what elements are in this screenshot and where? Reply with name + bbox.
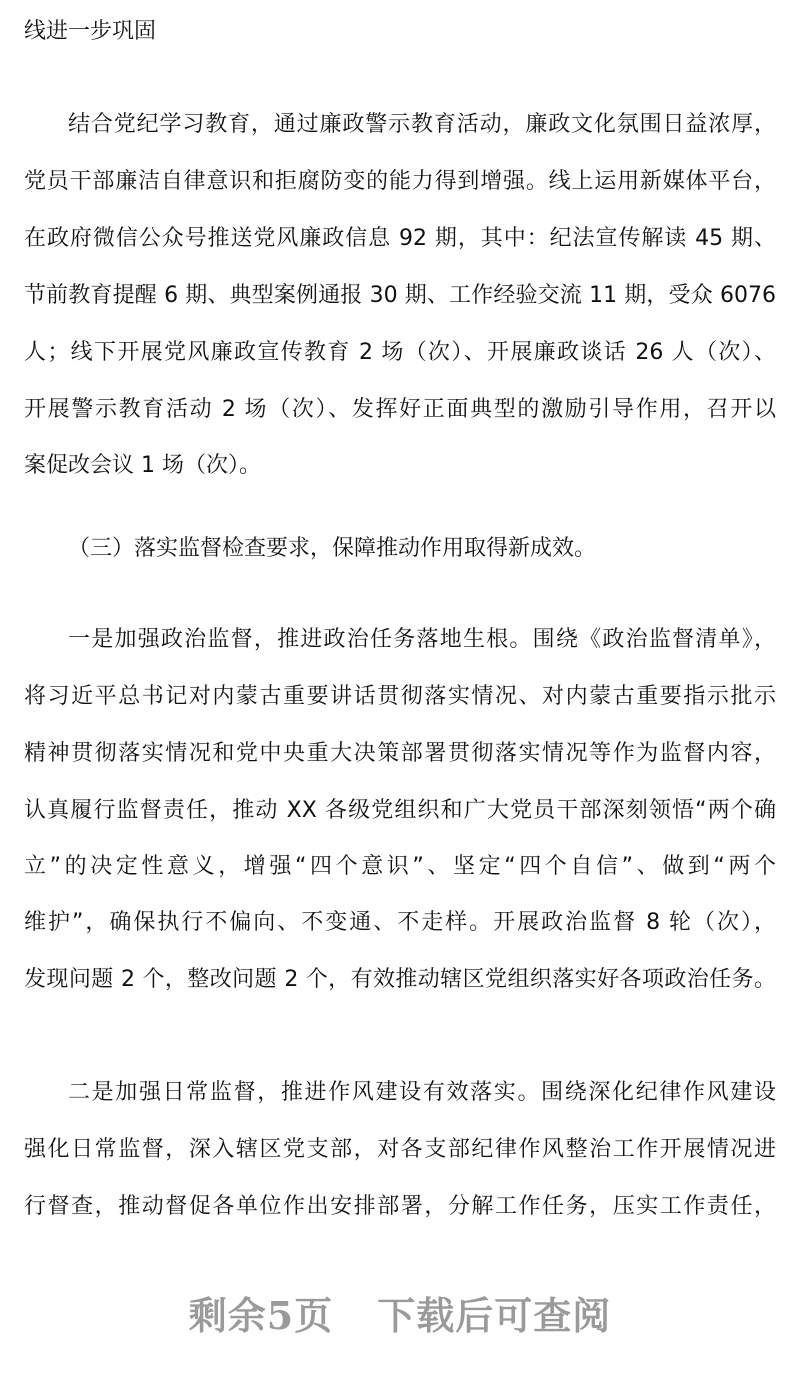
text-line: 发现问题 2 个，整改问题 2 个，有效推动辖区党组织落实好各项政治任务。	[24, 967, 776, 992]
text-line: 人；线下开展党风廉政宣传教育 2 场（次）、开展廉政谈话 26 人（次）、	[24, 340, 776, 365]
text-line: 强化日常监督，深入辖区党支部，对各支部纪律作风整治工作开展情况进	[24, 1137, 776, 1162]
text-line: 行督查，推动督促各单位作出安排部署，分解工作任务，压实工作责任，	[24, 1194, 776, 1219]
text-line: 二是加强日常监督，推进作风建设有效落实。围绕深化纪律作风建设	[68, 1080, 776, 1105]
text-line: 在政府微信公众号推送党风廉政信息 92 期，其中：纪法宣传解读 45 期、	[24, 226, 776, 251]
remaining-pages-label: 剩余5页	[188, 1293, 334, 1338]
download-prompt[interactable]	[0, 1285, 800, 1340]
text-line: 线进一步巩固	[24, 19, 157, 44]
text-line: 精神贯彻落实情况和党中央重大决策部署贯彻落实情况等作为监督内容，	[24, 741, 776, 766]
text-line: 一是加强政治监督，推进政治任务落地生根。围绕《政治监督清单》，	[68, 627, 776, 652]
section-heading: （三）落实监督检查要求，保障推动作用取得新成效。	[68, 536, 597, 561]
text-line: 节前教育提醒 6 期、典型案例通报 30 期、工作经验交流 11 期，受众 6076	[24, 283, 776, 308]
text-line: 认真履行监督责任，推动 XX 各级党组织和广大党员干部深刻领悟“两个确	[24, 798, 776, 823]
text-line: 维护”，确保执行不偏向、不变通、不走样。开展政治监督 8 轮（次），	[24, 910, 776, 935]
text-line: 党员干部廉洁自律意识和拒腐防变的能力得到增强。线上运用新媒体平台，	[24, 169, 776, 194]
text-line: 将习近平总书记对内蒙古重要讲话贯彻落实情况、对内蒙古重要指示批示	[24, 684, 776, 709]
download-to-view-label[interactable]: 下载后可查阅	[377, 1293, 612, 1338]
text-line: 结合党纪学习教育，通过廉政警示教育活动，廉政文化氛围日益浓厚，	[68, 112, 776, 137]
text-line: 案促改会议 1 场（次）。	[24, 453, 261, 478]
text-line: 开展警示教育活动 2 场（次）、发挥好正面典型的激励引导作用，召开以	[24, 397, 776, 422]
text-line: 立”的决定性意义，增强“四个意识”、坚定“四个自信”、做到“两个	[24, 854, 776, 879]
